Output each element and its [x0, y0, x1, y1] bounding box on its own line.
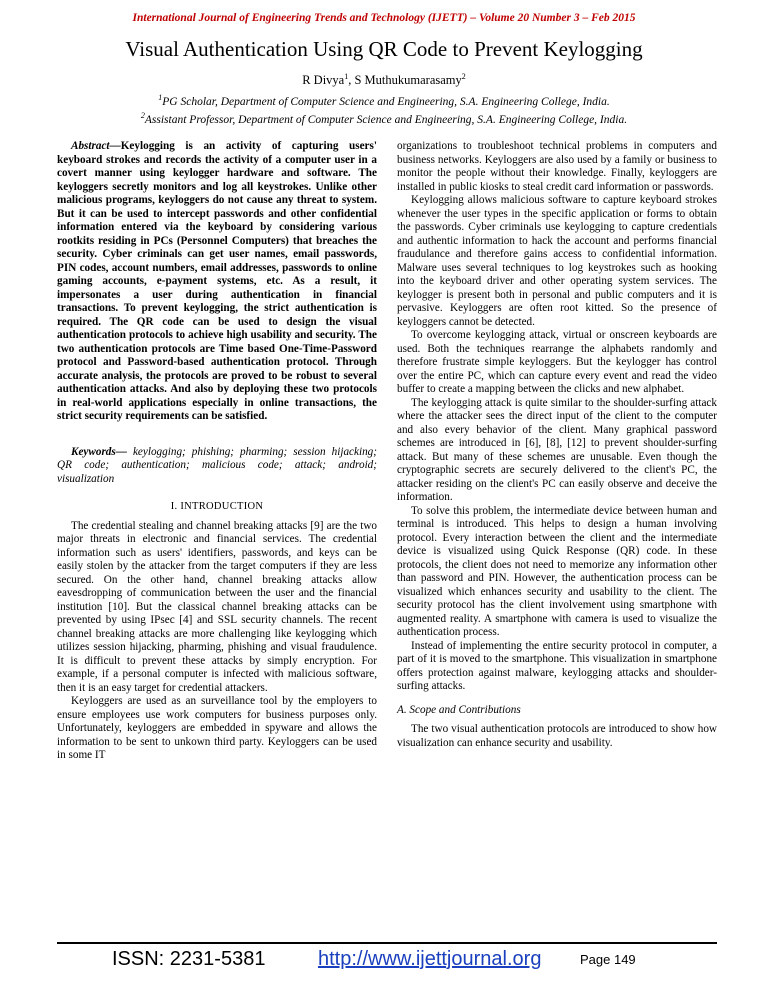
- intro-paragraph-1: The credential stealing and channel breaking attacks [9] are the two major threats in electronic and financial services. The credential information such as users' identifiers, passwords, and keys can be easily stolen by the attacker from the target computers if they are less secured. On the other hand, channel breaking attacks allow eavesdropping of communication between the user and the financial institution [10]. But the classical channel breaking attacks can be prevented by using IPsec [4] and SSL security channels. The recent channel breaking attacks are more challenging like keylogging which utilizes session hijacking, pharming, phishing and visual fraudulence. It is difficult to prevent these attacks by simply encryption. For example, if a personal computer is infected with malicious software, then it is an easy target for credential attackers.: [57, 519, 377, 694]
- left-column: [57, 140, 377, 763]
- right-paragraph-3: To overcome keylogging attack, virtual or onscreen keyboards are used. Both the techniques rearrange the alphabets randomly and therefore frustrate simple keyloggers. But the keylogger has control over the entire PC, which can capture every event and read the video buffer to create a mapping between the clicks and new alphabet.: [397, 329, 717, 395]
- keywords: [57, 446, 377, 487]
- affiliation-2-sup: 2: [140, 111, 145, 120]
- keywords-text: keylogging; phishing; pharming; session hijacking; QR code; authentication; malicious code; attack; android; visualization: [57, 445, 377, 485]
- right-paragraph-5: To solve this problem, the intermediate device between human and terminal is introduced. This helps to design a human involving protocol. Every interaction between the client and the intermediate device is visualized using Quick Response (QR) code. In these protocols, the client does not need to memorize any information other than password and PIN. However, the authentication process can be visualized which enhances security and usability to the client. The security protocol has the client involvement using smartphone with augmented reality. A smartphone with camera is used to visualize the authentication process.: [397, 504, 717, 638]
- affiliation-2-text: Assistant Professor, Department of Computer Science and Engineering, S.A. Engineering College, India.: [144, 113, 628, 126]
- right-paragraph-1: organizations to troubleshoot technical problems in computers and business networks. Keyloggers are also used by a family or business to monitor the people without their knowledge. Finally, keyloggers are installed in public kiosks to steal credit card information or passwords.: [397, 140, 717, 193]
- abstract: [57, 140, 377, 424]
- right-paragraph-7: The two visual authentication protocols are introduced to show how visualization can enhance security and usability.: [397, 723, 717, 749]
- abstract-lead: Abstract: [71, 140, 110, 152]
- right-column: [397, 140, 717, 750]
- right-paragraph-2: Keylogging allows malicious software to capture keyboard strokes whenever the user types in the specific application or forms to obtain the passwords. Cyber criminals use keylogging to capture credentials and authentic information to hack the account and performs financial fraudulance and therefore gains access to confidential information. Malware uses several techniques to log keystrokes such as hooking into the keyboard driver and other operating system services. The keylogger is present both in personal and public computers and it is pervasive. Keyloggers are often root kitted. So the presence of keyloggers cannot be detected.: [397, 194, 717, 328]
- journal-header: International Journal of Engineering Trends and Technology (IJETT) – Volume 20 Number 3 – Feb 2015: [132, 12, 636, 24]
- paper-title: Visual Authentication Using QR Code to Prevent Keylogging: [125, 37, 643, 61]
- footer-url-link[interactable]: http://www.ijettjournal.org: [318, 948, 542, 970]
- intro-paragraph-2: Keyloggers are used as an surveillance tool by the employers to ensure employees use work computers for business purposes only. Unfortunately, keyloggers are embedded in spyware and allows the information to be sent to unkown third party. Keyloggers can be used in some IT: [57, 695, 377, 761]
- section-heading-introduction: I. INTRODUCTION: [170, 501, 264, 512]
- abstract-text: —Keylogging is an activity of capturing users' keyboard strokes and records the activity of a computer user in a covert manner using keylogger hardware and software. The keyloggers secretly monitors and log all keystrokes. Unlike other malicious programs, keyloggers do not cause any threat to system. But it can be used to intercept passwords and other confidential information entered via the keyboard by considering various rootkits residing in PCs (Personnel Computers) that breaches the security. Cyber criminals can get user names, email passwords, PIN codes, account numbers, email addresses, passwords to online gaming accounts, e-payment systems, etc. As a result, it impersonates a user during authentication in financial transactions. To prevent keylogging, the strict authentication is required. The QR code can be used to design the visual authentication protocols to achieve high usability and security. The two authentication protocols are Time based One-Time-Password protocol and Password-based authentication protocol. Through accurate analysis, the protocols are proved to be robust to several authentication attacks. And also by deploying these two protocols in real-world applications especially in online transactions, the strict security requirements can be satisfied.: [57, 140, 377, 422]
- affiliation-1-sup: 1: [158, 93, 163, 102]
- author-line: [0, 72, 768, 88]
- affiliation-1: [0, 93, 768, 108]
- author-1: R Divya: [302, 73, 345, 88]
- author-2: S Muthukumarasamy: [354, 73, 462, 88]
- author-sep: ,: [348, 73, 355, 88]
- subsection-heading-scope: A. Scope and Contributions: [397, 703, 521, 716]
- footer-issn: ISSN: 2231-5381: [112, 948, 266, 970]
- keywords-label: Keywords—: [71, 445, 127, 458]
- affiliation-1-text: PG Scholar, Department of Computer Science and Engineering, S.A. Engineering College, India.: [162, 95, 610, 108]
- footer-page-number: Page 149: [580, 952, 636, 967]
- author-1-sup: 1: [344, 72, 349, 81]
- author-2-sup: 2: [461, 72, 466, 81]
- footer-divider: [57, 942, 717, 944]
- affiliation-2: [0, 111, 768, 126]
- right-paragraph-4: The keylogging attack is quite similar to the shoulder-surfing attack where the attacker sees the direct input of the client to the computer and also every behavior of the client. Many graphical password schemes are introduced in [6], [8], [12] to prevent shoulder-surfing attack. But many of these schemes are unusable. Even though the cryptographic secrets are securely delivered to the client's PC, the attacker residing on the client's PC can easily observe and deceive the information.: [397, 396, 717, 503]
- right-paragraph-6: Instead of implementing the entire security protocol in computer, a part of it is moved to the smartphone. This visualization in smartphone offers protection against malware, keylogging attacks and shoulder-surfing attacks.: [397, 639, 717, 692]
